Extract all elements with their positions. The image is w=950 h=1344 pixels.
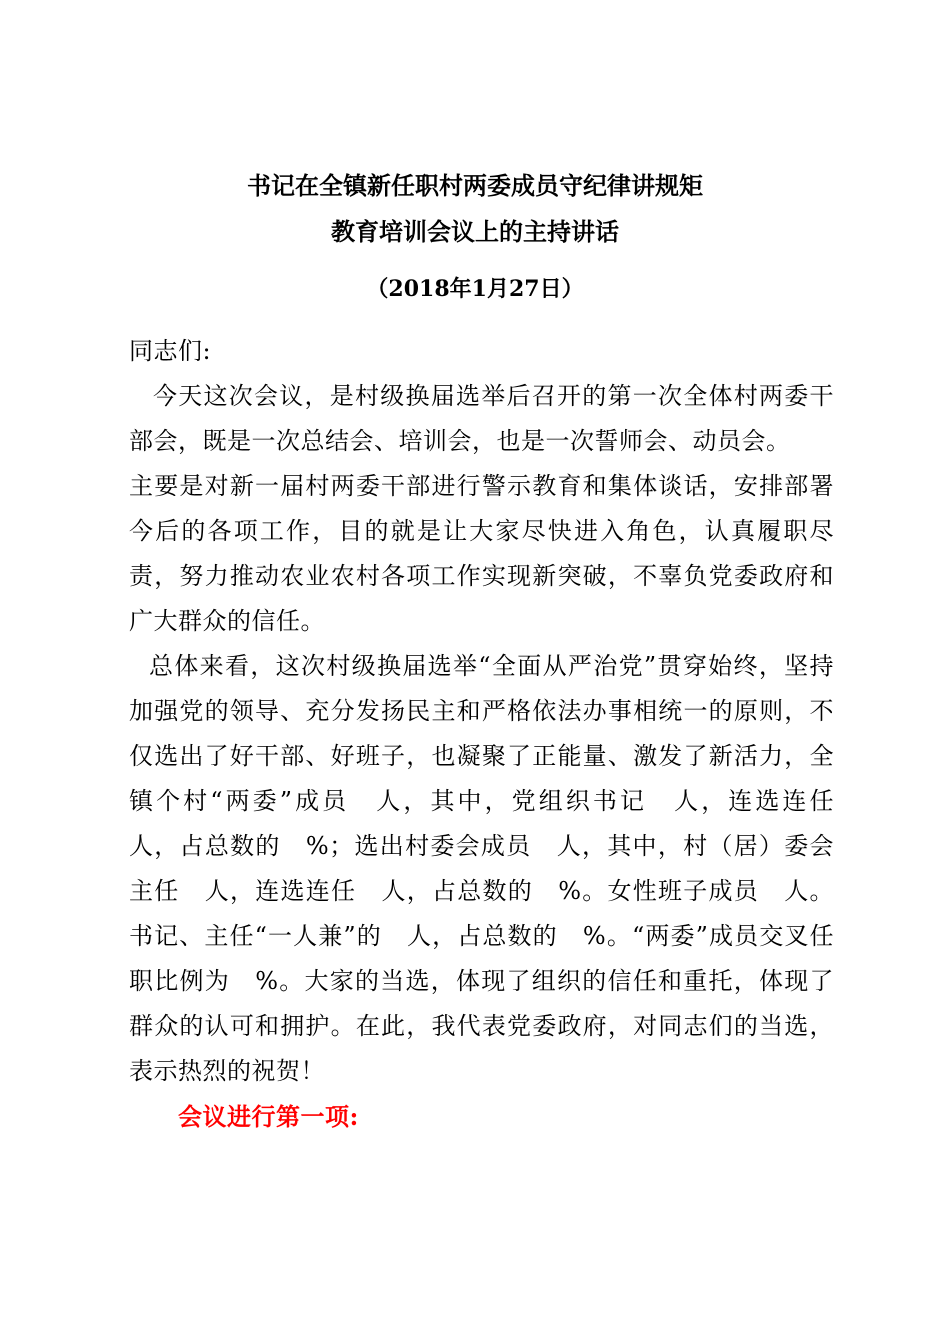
document-body xyxy=(129,329,859,1139)
paragraph-election-summary: 总体来看，这次村级换届选举“全面从严治党”贯穿始终，坚持加强党的领导、充分发扬民主和严格依法办事相统一的原则，不仅选出了好干部、好班子，也凝聚了正能量、激发了新活力，全镇个村“两委”成员 人，其中，党组织书记 人，连选连任 人，占总数的 %；选出村委会成员 人，其中，村（居）委会主任 人，连选连任 人，占总数的 %。女性班子成员 人。书记、主任“一人兼”的 人，占总数的 %。“两委”成员交叉任职比例为 %。大家的当选，体现了组织的信任和重托，体现了群众的认可和拥护。在此，我代表党委政府，对同志们的当选，表示热烈的祝贺！ xyxy=(129,652,859,1085)
document-title-line2: 教育培训会议上的主持讲话 xyxy=(331,217,619,246)
paragraph-purpose: 主要是对新一届村两委干部进行警示教育和集体谈话，安排部署今后的各项工作，目的就是让大家尽快进入角色，认真履职尽责，努力推动农业农村各项工作实现新突破，不辜负党委政府和广大群众的信任。 xyxy=(129,472,834,635)
document-date: （2018年1月27日） xyxy=(366,276,584,302)
salutation: 同志们: xyxy=(129,337,212,365)
paragraph-opening: 今天这次会议，是村级换届选举后召开的第一次全体村两委干部会，既是一次总结会、培训会，也是一次誓师会、动员会。 xyxy=(129,382,834,455)
document-title-line1: 书记在全镇新任职村两委成员守纪律讲规矩 xyxy=(247,171,703,200)
section-heading: 会议进行第一项: xyxy=(178,1102,359,1131)
